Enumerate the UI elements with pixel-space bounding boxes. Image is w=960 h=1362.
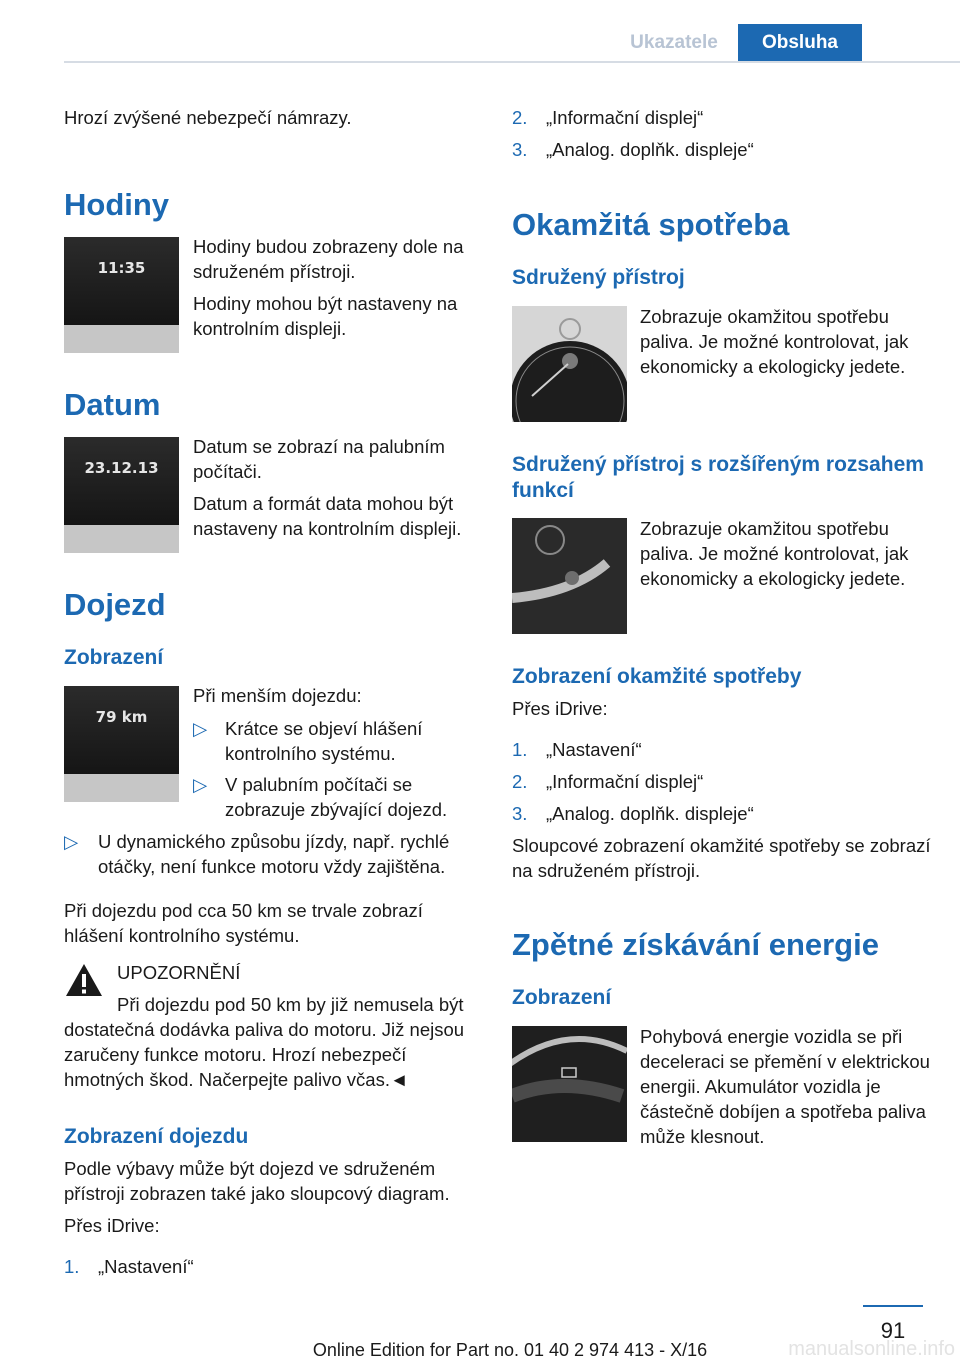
- idrive-label-right: Přes iDrive:: [512, 698, 608, 719]
- date-display-text: 23.12.13: [84, 459, 159, 477]
- dojezd-paragraph-after: Při dojezdu pod cca 50 km se trvale zobrazí hlášení kontrolního systému.: [64, 900, 423, 946]
- okamzita-paragraph-1: Zobrazuje okamžitou spotřebu paliva. Je možné kontrolovat, jak ekonomicky a ekologicky jedete.: [640, 306, 909, 377]
- range-display-text: 79 km: [95, 708, 148, 726]
- subheading-sdruzeny-pristroj-rozsireny: Sdružený přístroj s rozšířeným rozsahem funkcí: [512, 453, 924, 502]
- gauge-icon: [512, 306, 627, 422]
- intro-text: Hrozí zvýšené nebezpečí námrazy.: [64, 107, 352, 128]
- list-item: 1. „Nastavení“: [64, 1256, 194, 1277]
- page-number: 91: [880, 1318, 906, 1343]
- watermark: manualsonline.info: [788, 1338, 955, 1360]
- subheading-zobrazeni-zpetne: Zobrazení: [512, 986, 612, 1009]
- date-display-image: [64, 437, 179, 553]
- gauge-consumption-image: [512, 306, 627, 422]
- clock-display-text: 11:35: [97, 259, 146, 277]
- heading-okamzita-spotreba: Okamžitá spotřeba: [512, 207, 790, 242]
- subheading-zobrazeni-okamzite-spotreby: Zobrazení okamžité spotřeby: [512, 665, 802, 688]
- tab-ukazatele[interactable]: Ukazatele: [630, 31, 718, 53]
- heading-zpetne-ziskavani: Zpětné získávání energie: [512, 927, 879, 962]
- list-item: ▷ Krátce se objeví hlášení kontrolního systému.: [193, 718, 423, 764]
- datum-paragraph-2: Datum a formát data mohou být nastaveny na kontrolním displeji.: [193, 493, 462, 539]
- subheading-zobrazeni: Zobrazení: [64, 646, 164, 669]
- list-item: 2. „Informační displej“: [512, 771, 704, 792]
- dojezd-paragraph-2: Podle výbavy může být dojezd ve sdruženém přístroji zobrazen také jako sloupcový diagram.: [64, 1158, 450, 1204]
- heading-dojezd: Dojezd: [64, 587, 166, 622]
- gauge-extended-icon: [512, 518, 627, 634]
- warning-title: UPOZORNĚNÍ: [117, 962, 241, 983]
- clock-display-image: [64, 237, 179, 353]
- okamzita-paragraph-2: Zobrazuje okamžitou spotřebu paliva. Je možné kontrolovat, jak ekonomicky a ekologicky jedete.: [640, 518, 909, 589]
- list-item: ▷ V palubním počítači se zobrazuje zbývající dojezd.: [193, 774, 448, 820]
- dojezd-lead: Při menším dojezdu:: [193, 685, 362, 706]
- recuperation-gauge-icon: [512, 1026, 627, 1142]
- triangle-bullet-icon: ▷: [64, 831, 79, 852]
- heading-hodiny: Hodiny: [64, 187, 170, 222]
- zpetne-paragraph: Pohybová energie vozidla se při deceleraci se přemění v elektrickou energii. Akumulátor vozidla je částečně dobíjen a spotřeba paliva může klesnout.: [640, 1026, 930, 1147]
- gauge-extended-image: [512, 518, 627, 634]
- list-item: 3. „Analog. doplňk. displeje“: [512, 139, 754, 160]
- idrive-label-left: Přes iDrive:: [64, 1215, 160, 1236]
- hodiny-paragraph-2: Hodiny mohou být nastaveny na kontrolním displeji.: [193, 293, 458, 339]
- okamzita-paragraph-3: Sloupcové zobrazení okamžité spotřeby se zobrazí na sdruženém přístroji.: [512, 835, 931, 881]
- triangle-bullet-icon: ▷: [193, 774, 208, 795]
- list-item: 3. „Analog. doplňk. displeje“: [512, 803, 754, 824]
- datum-paragraph-1: Datum se zobrazí na palubním počítači.: [193, 436, 445, 482]
- footer-divider: [863, 1305, 923, 1307]
- hodiny-paragraph-1: Hodiny budou zobrazeny dole na sdruženém přístroji.: [193, 236, 464, 282]
- triangle-bullet-icon: ▷: [193, 718, 208, 739]
- recuperation-gauge-image: [512, 1026, 627, 1142]
- edition-line: Online Edition for Part no. 01 40 2 974 413 - X/16: [312, 1340, 708, 1360]
- warning-text: Při dojezdu pod 50 km by již nemusela být dostatečná dodávka paliva do motoru. Již nejsou zaručeny funkce motoru. Hrozí nebezpečí hmotných škod. Načerpejte palivo včas.◄: [64, 994, 465, 1090]
- list-item: 1. „Nastavení“: [512, 739, 642, 760]
- list-item: 2. „Informační displej“: [512, 107, 704, 128]
- subheading-zobrazeni-dojezdu: Zobrazení dojezdu: [64, 1125, 249, 1148]
- range-display-image: [64, 686, 179, 802]
- subheading-sdruzeny-pristroj: Sdružený přístroj: [512, 266, 685, 289]
- tab-obsluha[interactable]: Obsluha: [738, 24, 862, 61]
- list-item: ▷ U dynamického způsobu jízdy, např. rychlé otáčky, není funkce motoru vždy zajištěna.: [64, 831, 450, 877]
- header-divider: [64, 61, 960, 63]
- heading-datum: Datum: [64, 387, 161, 422]
